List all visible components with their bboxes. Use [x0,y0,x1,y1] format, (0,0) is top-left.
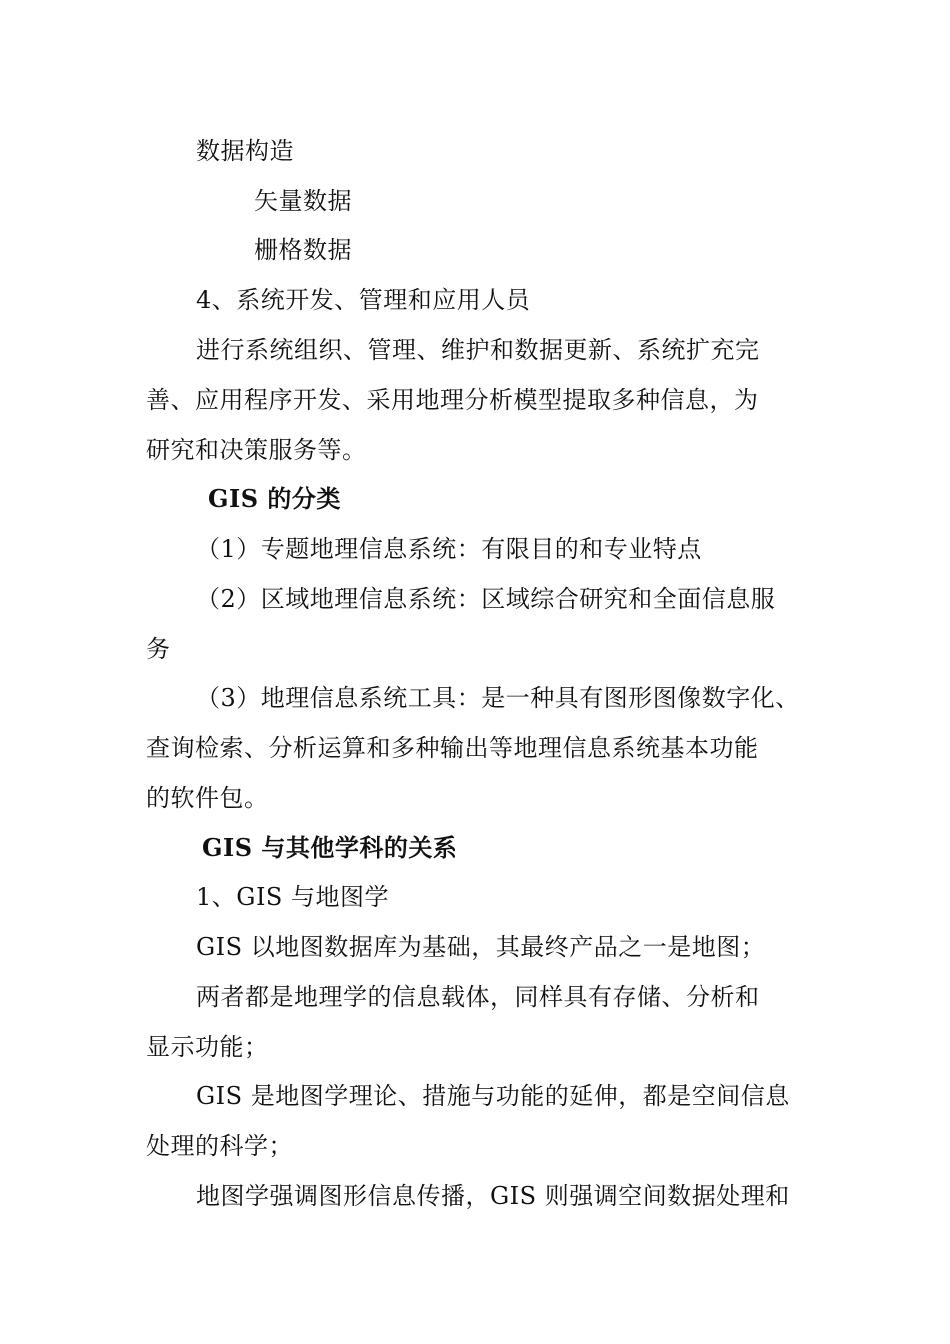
text-line-vector-data: 矢量数据 [254,187,352,215]
text-line-subheading: 1、GIS 与地图学 [196,883,389,911]
text-line-data-structure: 数据构造 [196,137,294,165]
text-line-list-item: 查询检索、分析运算和多种输出等地理信息系统基本功能 [146,734,759,762]
text-line-paragraph: 善、应用程序开发、采用地理分析模型提取多种信息，为 [146,386,759,414]
text-line-paragraph: 处理的科学； [146,1132,293,1160]
text-line-paragraph: 两者都是地理学的信息载体，同样具有存储、分析和 [196,983,760,1011]
text-line-paragraph: 研究和决策服务等。 [146,436,367,464]
text-line-paragraph: 进行系统组织、管理、维护和数据更新、系统扩充完 [196,336,760,364]
text-line-paragraph: 地图学强调图形信息传播，GIS 则强调空间数据处理和 [196,1182,790,1210]
text-line-raster-data: 栅格数据 [254,236,352,264]
text-line-paragraph: 显示功能； [146,1033,269,1061]
text-line-list-item: 的软件包。 [146,784,269,812]
text-line-list-item: （2）区域地理信息系统：区域综合研究和全面信息服 [196,585,776,613]
text-line-list-item: （3）地理信息系统工具：是一种具有图形图像数字化、 [196,684,800,712]
section-heading-gis-classification: GIS 的分类 [208,484,341,513]
text-line-paragraph: GIS 以地图数据库为基础，其最终产品之一是地图； [196,933,766,961]
text-line-list-item: 务 [146,635,171,663]
text-line-paragraph: GIS 是地图学理论、措施与功能的延伸，都是空间信息 [196,1082,790,1110]
section-heading-gis-relations: GIS 与其他学科的关系 [202,833,458,862]
text-line-list-item: （1）专题地理信息系统：有限目的和专业特点 [196,535,702,563]
text-line-personnel: 4、系统开发、管理和应用人员 [196,286,531,314]
